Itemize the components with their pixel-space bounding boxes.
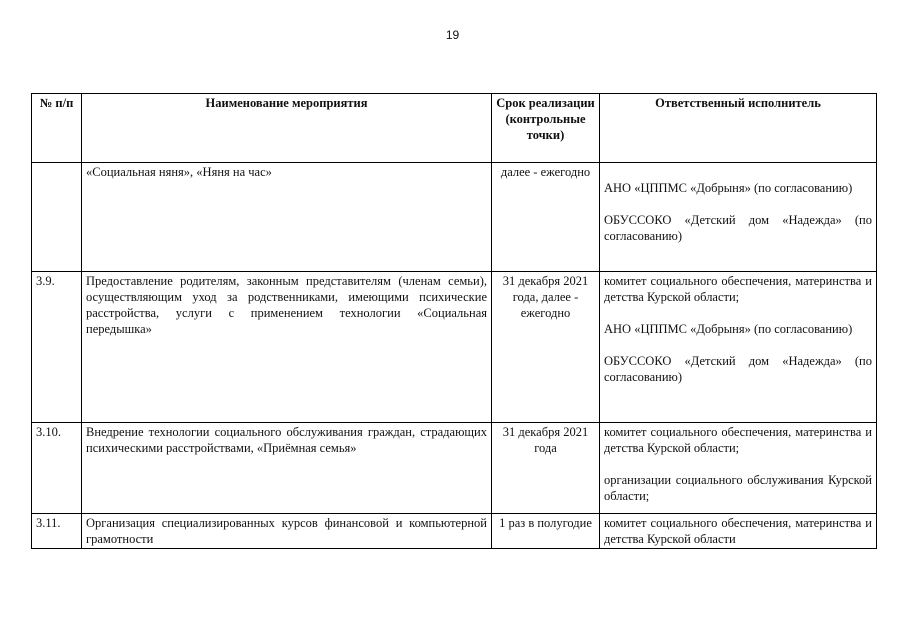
row-name: Предоставление родителям, законным представителям (членам семьи), осуществляющим уход за родственниками, имеющими психические расстройства, услуги с применением технологии «Социальная передышка» xyxy=(82,272,492,423)
row-number: 3.10. xyxy=(32,423,82,514)
page-number: 19 xyxy=(445,28,460,42)
executor-item: комитет социального обеспечения, материнства и детства Курской области; xyxy=(604,274,872,304)
row-name: «Социальная няня», «Няня на час» xyxy=(82,163,492,272)
header-number: № п/п xyxy=(32,94,82,163)
table-header-row xyxy=(32,94,877,163)
executor-item: АНО «ЦППМС «Добрыня» (по согласованию) xyxy=(604,322,853,336)
row-executors xyxy=(600,163,877,272)
header-name: Наименование мероприятия xyxy=(82,94,492,163)
measures-table xyxy=(31,93,877,549)
row-executors xyxy=(600,514,877,549)
row-number: 3.11. xyxy=(32,514,82,549)
row-executors xyxy=(600,423,877,514)
executor-item: комитет социального обеспечения, материнства и детства Курской области xyxy=(604,516,872,546)
table-row xyxy=(32,514,877,549)
row-term: 1 раз в полугодие xyxy=(492,514,600,549)
header-term: Срок реализации (контрольные точки) xyxy=(492,94,600,163)
header-executor: Ответственный исполнитель xyxy=(600,94,877,163)
row-name: Организация специализированных курсов финансовой и компьютерной грамотности xyxy=(82,514,492,549)
table-row xyxy=(32,423,877,514)
executor-item: АНО «ЦППМС «Добрыня» (по согласованию) xyxy=(604,181,853,195)
row-term: 31 декабря 2021 года, далее - ежегодно xyxy=(492,272,600,423)
executor-item: комитет социального обеспечения, материнства и детства Курской области; xyxy=(604,425,872,455)
row-number xyxy=(32,163,82,272)
row-number: 3.9. xyxy=(32,272,82,423)
executor-item: организации социального обслуживания Курской области; xyxy=(604,473,872,503)
row-executors xyxy=(600,272,877,423)
row-name: Внедрение технологии социального обслуживания граждан, страдающих психическими расстройствами, «Приёмная семья» xyxy=(82,423,492,514)
table-row xyxy=(32,272,877,423)
table-row xyxy=(32,163,877,272)
executor-item: ОБУССОКО «Детский дом «Надежда» (по согласованию) xyxy=(604,354,872,384)
row-term: далее - ежегодно xyxy=(492,163,600,272)
row-term: 31 декабря 2021 года xyxy=(492,423,600,514)
executor-item: ОБУССОКО «Детский дом «Надежда» (по согласованию) xyxy=(604,213,872,243)
